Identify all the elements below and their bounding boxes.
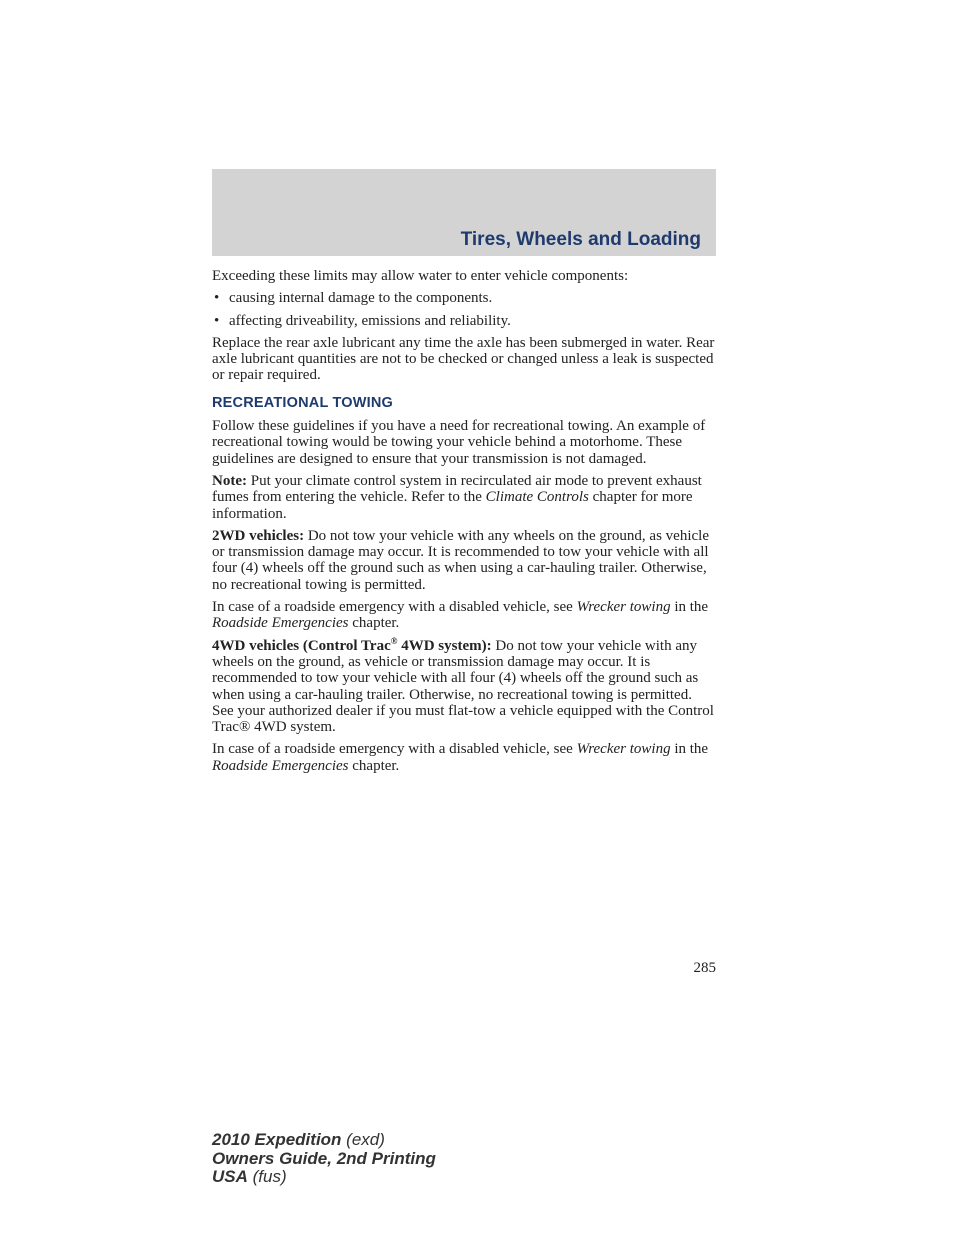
intro-paragraph: Exceeding these limits may allow water to enter vehicle components: xyxy=(212,268,629,284)
footer-line xyxy=(212,1131,436,1150)
registered-mark: ® xyxy=(390,635,398,646)
roadside-text: in the xyxy=(670,741,709,758)
4wd-paragraph xyxy=(212,635,716,736)
footer-printing: Owners Guide, 2nd Printing xyxy=(212,1148,436,1168)
list-item xyxy=(212,290,716,306)
wrecker-towing-reference: Wrecker towing xyxy=(576,741,671,758)
2wd-label: 2WD vehicles: xyxy=(212,527,305,544)
4wd-text: Do not tow your vehicle with any wheels on the ground, as vehicle or transmission damage may occur. It is recommended to tow your vehicle with all four (4) wheels off the ground such as when using a car-hauling trailer. Otherwise, no recreational towing is permitted. See your authorized dealer if you must flat-tow a vehicle equipped with the Control Trac xyxy=(212,637,714,736)
note-label: Note: xyxy=(212,472,247,489)
footer-market: USA xyxy=(212,1167,248,1186)
bullet-icon: • xyxy=(214,290,220,307)
replace-lubricant-paragraph: Replace the rear axle lubricant any time the axle has been submerged in water. Rear axle lubricant quantities are not to be checked or changed unless a leak is suspected or repair required. xyxy=(212,334,715,384)
roadside-text: chapter. xyxy=(348,757,400,774)
footer-market-code: (fus) xyxy=(247,1167,287,1186)
4wd-label-text: 4WD vehicles (Control Trac xyxy=(212,637,391,654)
chapter-title: Tires, Wheels and Loading xyxy=(460,229,701,250)
roadside-text: chapter. xyxy=(348,615,400,632)
section-heading: RECREATIONAL TOWING xyxy=(212,394,394,411)
footer-line xyxy=(212,1168,436,1187)
4wd-label-text: 4WD system): xyxy=(397,637,492,654)
wrecker-towing-reference: Wrecker towing xyxy=(576,599,671,616)
roadside-paragraph-1 xyxy=(212,599,716,632)
note-text-end: chapter for more information. xyxy=(212,489,693,522)
page-number: 285 xyxy=(693,960,716,976)
roadside-paragraph-2 xyxy=(212,741,716,774)
bullet-icon: • xyxy=(214,312,220,329)
page-content xyxy=(212,268,716,780)
roadside-emergencies-reference: Roadside Emergencies xyxy=(212,757,349,774)
list-item-text: causing internal damage to the components. xyxy=(229,290,493,307)
footer-model: 2010 Expedition xyxy=(212,1130,342,1149)
roadside-text: In case of a roadside emergency with a disabled vehicle, see xyxy=(212,599,577,616)
note-text: Put your climate control system in recirculated air mode to prevent exhaust fumes from entering the vehicle. Refer to the xyxy=(212,472,702,506)
list-item-text: affecting driveability, emissions and reliability. xyxy=(229,312,511,329)
footer-line xyxy=(212,1150,436,1169)
4wd-label xyxy=(212,635,492,654)
footer-edition-info xyxy=(212,1131,436,1187)
roadside-text: In case of a roadside emergency with a disabled vehicle, see xyxy=(212,741,577,758)
chapter-header-band xyxy=(212,169,716,256)
climate-controls-reference: Climate Controls xyxy=(485,489,589,506)
guidelines-paragraph: Follow these guidelines if you have a need for recreational towing. An example of recreational towing would be towing your vehicle behind a motorhome. These guidelines are designed to ensure that your transmission is not damaged. xyxy=(212,418,706,467)
list-item xyxy=(212,313,716,329)
roadside-text: in the xyxy=(670,599,709,616)
roadside-emergencies-reference: Roadside Emergencies xyxy=(212,615,349,632)
note-paragraph xyxy=(212,473,716,522)
4wd-text-end: 4WD system. xyxy=(250,719,336,736)
2wd-paragraph xyxy=(212,528,716,593)
footer-model-code: (exd) xyxy=(341,1130,385,1149)
bullet-list xyxy=(212,290,716,329)
2wd-text: Do not tow your vehicle with any wheels on the ground, as vehicle or transmission damage may occur. It is recommended to tow your vehicle with all four (4) wheels off the ground such as when using a car-hauling trailer. Otherwise, no recreational towing is permitted. xyxy=(212,527,709,593)
registered-mark: ® xyxy=(238,719,251,736)
